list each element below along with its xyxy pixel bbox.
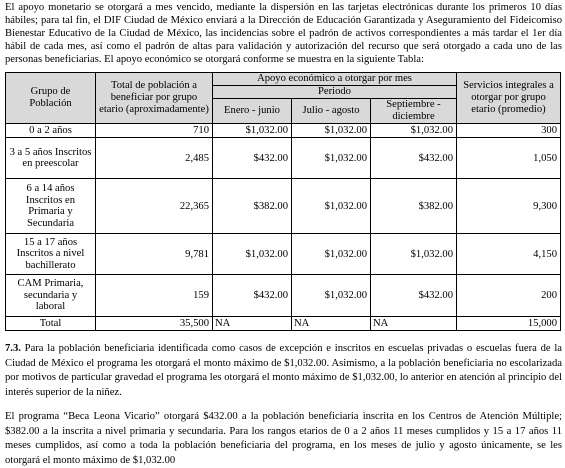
header-group: Grupo de Población <box>6 73 96 124</box>
cell-period-3: $432.00 <box>371 275 457 317</box>
cell-period-2: $1,032.00 <box>292 275 371 317</box>
document-page <box>5 0 562 468</box>
table-row <box>6 138 561 179</box>
cell-period-1: $1,032.00 <box>213 124 292 138</box>
cell-total-period-3: NA <box>371 317 457 331</box>
cell-group: CAM Primaria, secundaria y laboral <box>6 275 96 317</box>
cell-period-2: $1,032.00 <box>292 234 371 275</box>
cell-population: 159 <box>96 275 213 317</box>
cell-period-1: $382.00 <box>213 179 292 234</box>
cell-services: 1,050 <box>457 138 561 179</box>
cell-population: 2,485 <box>96 138 213 179</box>
header-period-3: Septiembre - diciembre <box>371 99 457 124</box>
header-period-2: Julio - agosto <box>292 99 371 124</box>
cell-group: 3 a 5 años Inscritos en preescolar <box>6 138 96 179</box>
header-support: Apoyo económico a otorgar por mes <box>213 73 457 86</box>
cell-period-1: $432.00 <box>213 138 292 179</box>
header-period: Periodo <box>213 86 457 99</box>
cell-population: 22,365 <box>96 179 213 234</box>
cell-total-services: 15,000 <box>457 317 561 331</box>
table-row <box>6 275 561 317</box>
header-total-population: Total de población a beneficiar por grupo etario (aproximadamente) <box>96 73 213 124</box>
cell-period-2: $1,032.00 <box>292 179 371 234</box>
cell-period-2: $1,032.00 <box>292 124 371 138</box>
header-period-1: Enero - junio <box>213 99 292 124</box>
cell-period-2: $1,032.00 <box>292 138 371 179</box>
cell-group: 15 a 17 años Inscritos a nivel bachillerato <box>6 234 96 275</box>
cell-population: 710 <box>96 124 213 138</box>
cell-total-population: 35,500 <box>96 317 213 331</box>
cell-total-label: Total <box>6 317 96 331</box>
table-total-row <box>6 317 561 331</box>
cell-period-1: $1,032.00 <box>213 234 292 275</box>
cell-total-period-1: NA <box>213 317 292 331</box>
section-number: 7.3. <box>5 343 21 354</box>
cell-group: 0 a 2 años <box>6 124 96 138</box>
section-7-3 <box>5 342 562 400</box>
cell-period-3: $1,032.00 <box>371 124 457 138</box>
table-row <box>6 179 561 234</box>
cell-population: 9,781 <box>96 234 213 275</box>
table-row <box>6 124 561 138</box>
cell-period-1: $432.00 <box>213 275 292 317</box>
intro-paragraph: El apoyo monetario se otorgará a mes vencido, mediante la dispersión en las tarjetas electrónicas durante los primeros 10 días hábiles; para tal fin, el DIF Ciudad de México enviará a la Dirección de Educación Garantizada y Aseguramiento del Fideicomiso Bienestar Educativo de la Ciudad de México, las incidencias sobre el padrón de activos correspondientes a más tardar el 1er día hábil de cada mes, así como el padrón de altas para validación y autorización del recurso que será otorgado a cada uno de las personas beneficiarias. El apoyo económico se otorgará conforme se muestra en la siguiente Tabla: <box>5 2 562 65</box>
section-text: Para la población beneficiaria identificada como casos de excepción e inscritos en escuelas privadas o escuelas fuera de la Ciudad de México el programa les otorgará el monto máximo de $1,032.00. Asimismo, a la población beneficiaria no escolarizada por motivos de particular gravedad el programa les otorgará el monto máximo de $1,032.00, lo anterior en atención al principio del interés superior de la niñez. <box>5 343 562 398</box>
cell-services: 9,300 <box>457 179 561 234</box>
header-services: Servicios integrales a otorgar por grupo etario (promedio) <box>457 73 561 124</box>
cell-services: 200 <box>457 275 561 317</box>
cell-services: 4,150 <box>457 234 561 275</box>
support-table <box>5 72 561 331</box>
cell-period-3: $432.00 <box>371 138 457 179</box>
cell-period-3: $1,032.00 <box>371 234 457 275</box>
cell-group: 6 a 14 años Inscritos en Primaria y Secundaria <box>6 179 96 234</box>
cell-period-3: $382.00 <box>371 179 457 234</box>
cell-total-period-2: NA <box>292 317 371 331</box>
final-paragraph: El programa “Beca Leona Vicario” otorgará $432.00 a la población beneficiaria inscrita en los Centros de Atención Múltiple; $382.00 a la inscrita a nivel primaria y secundaria. Para los rangos etarios de 0 a 2 años 11 meses cumplidos y 15 a 17 años 11 meses cumplidos, así como a toda la población beneficiaria del programa, en los meses de julio y agosto únicamente, se les otorgará el monto máximo de $1,032.00 <box>5 411 562 466</box>
table-row <box>6 234 561 275</box>
cell-services: 300 <box>457 124 561 138</box>
